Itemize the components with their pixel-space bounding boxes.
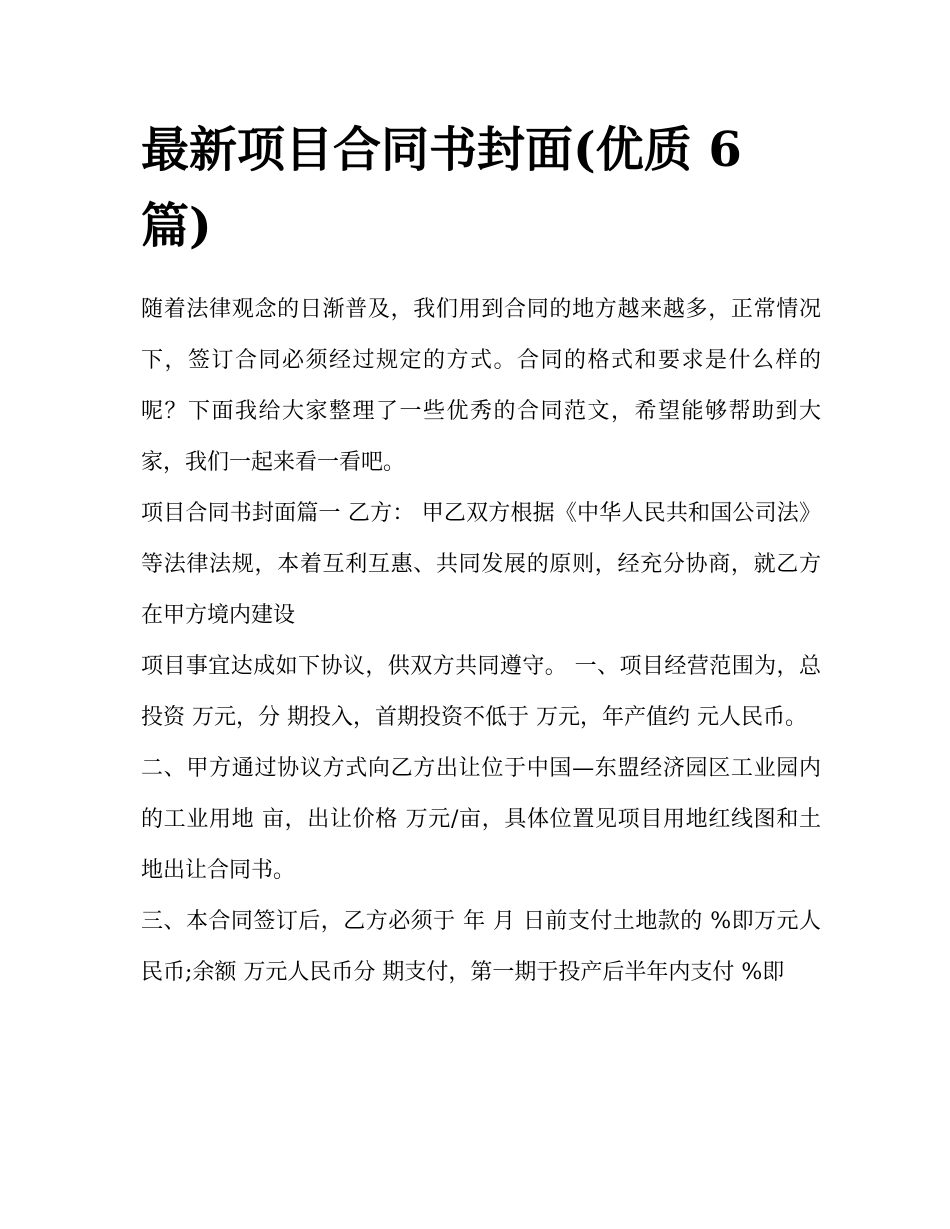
clause-one-paragraph: 项目事宜达成如下协议，供双方共同遵守。 一、项目经营范围为，总投资 万元，分 期投入，首期投资不低于 万元，年产值约 元人民币。: [141, 654, 821, 730]
intro-paragraph: 随着法律观念的日渐普及，我们用到合同的地方越来越多，正常情况下，签订合同必须经过规定的方式。合同的格式和要求是什么样的呢？下面我给大家整理了一些优秀的合同范文，希望能够帮助到大家，我们一起来看一看吧。: [141, 297, 821, 475]
clause-two-paragraph: 二、甲方通过协议方式向乙方出让位于中国—东盟经济园区工业园内的工业用地 亩，出让价格 万元/亩，具体位置见项目用地红线图和土地出让合同书。: [141, 756, 821, 883]
document-page: [141, 112, 821, 998]
clause-three-paragraph: 三、本合同签订后，乙方必须于 年 月 日前支付土地款的 %即万元人民币;余额 万元人民币分 期支付，第一期于投产后半年内支付 %即: [141, 909, 821, 985]
document-title: 最新项目合同书封面(优质 6 篇): [141, 122, 742, 254]
contract-opening-paragraph: 项目合同书封面篇一 乙方： 甲乙双方根据《中华人民共和国公司法》等法律法规，本着互利互惠、共同发展的原则，经充分协商，就乙方在甲方境内建设: [141, 501, 821, 628]
